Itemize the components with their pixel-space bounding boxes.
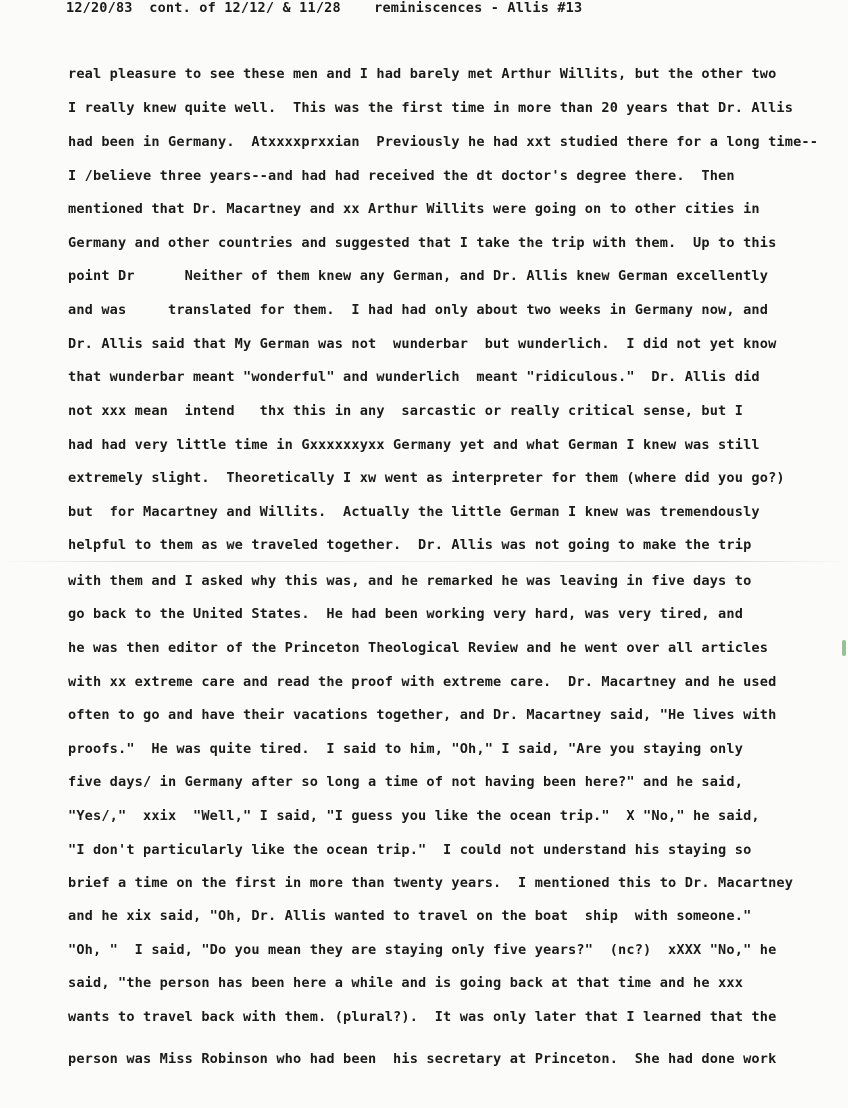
text-line: real pleasure to see these men and I had barely met Arthur Willits, but the other two xyxy=(68,66,777,82)
text-line: and he xix said, "Oh, Dr. Allis wanted to travel on the boat ship with someone." xyxy=(68,908,752,924)
text-line: go back to the United States. He had been working very hard, was very tired, and xyxy=(68,606,744,622)
text-line: five days/ in Germany after so long a time of not having been here?" and he said, xyxy=(68,774,744,790)
text-line: wants to travel back with them. (plural?). It was only later that I learned that the xyxy=(68,1009,777,1025)
text-line: Germany and other countries and suggested that I take the trip with them. Up to this xyxy=(68,235,777,251)
text-line: helpful to them as we traveled together. Dr. Allis was not going to make the trip xyxy=(68,537,752,553)
text-line: but for Macartney and Willits. Actually the little German I knew was tremendously xyxy=(68,504,760,520)
text-line: proofs." He was quite tired. I said to him, "Oh," I said, "Are you staying only xyxy=(68,741,744,757)
text-line: person was Miss Robinson who had been his secretary at Princeton. She had done work xyxy=(68,1051,777,1067)
text-line: "Oh, " I said, "Do you mean they are staying only five years?" (nc?) xXXX "No," he xyxy=(68,942,777,958)
text-line: he was then editor of the Princeton Theological Review and he went over all articles xyxy=(68,640,769,656)
text-line: brief a time on the first in more than twenty years. I mentioned this to Dr. Macartney xyxy=(68,875,794,891)
text-line: said, "the person has been here a while and is going back at that time and he xxx xyxy=(68,975,744,991)
text-line: with them and I asked why this was, and he remarked he was leaving in five days to xyxy=(68,573,752,589)
text-line: and was translated for them. I had had only about two weeks in Germany now, and xyxy=(68,302,769,318)
header-title: reminiscences - Allis xyxy=(374,0,550,16)
text-line: with xx extreme care and read the proof with extreme care. Dr. Macartney and he used xyxy=(68,674,777,690)
text-line: had had very little time in Gxxxxxxyxx Germany yet and what German I knew was still xyxy=(68,437,760,453)
text-line: had been in Germany. Atxxxxprxxian Previously he had xxt studied there for a long time-- xyxy=(68,134,819,150)
header-date: 12/20/83 xyxy=(66,0,133,16)
text-line: I really knew quite well. This was the first time in more than 20 years that Dr. Allis xyxy=(68,100,794,116)
text-line: extremely slight. Theoretically I xw went as interpreter for them (where did you go?) xyxy=(68,470,785,486)
text-line: Dr. Allis said that My German was not wunderbar but wunderlich. I did not yet know xyxy=(68,336,777,352)
text-line: that wunderbar meant "wonderful" and wunderlich meant "ridiculous." Dr. Allis did xyxy=(68,369,760,385)
text-line: I /believe three years--and had had received the dt doctor's degree there. Then xyxy=(68,168,735,184)
text-line: often to go and have their vacations together, and Dr. Macartney said, "He lives with xyxy=(68,707,777,723)
paper-fold-line xyxy=(0,561,848,562)
header-context: cont. of 12/12/ & 11/28 xyxy=(149,0,341,16)
text-line: not xxx mean intend thx this in any sarcastic or really critical sense, but I xyxy=(68,403,744,419)
text-line: point Dr Neither of them knew any German, and Dr. Allis knew German excellently xyxy=(68,268,769,284)
text-line: "Yes/," xxix "Well," I said, "I guess you like the ocean trip." X "No," he said, xyxy=(68,808,760,824)
header-page-number: #13 xyxy=(557,0,583,16)
text-line: "I don't particularly like the ocean trip." I could not understand his staying so xyxy=(68,842,752,858)
page-header xyxy=(66,0,582,16)
text-line: mentioned that Dr. Macartney and xx Arthur Willits were going on to other cities in xyxy=(68,201,760,217)
margin-mark xyxy=(842,640,846,656)
